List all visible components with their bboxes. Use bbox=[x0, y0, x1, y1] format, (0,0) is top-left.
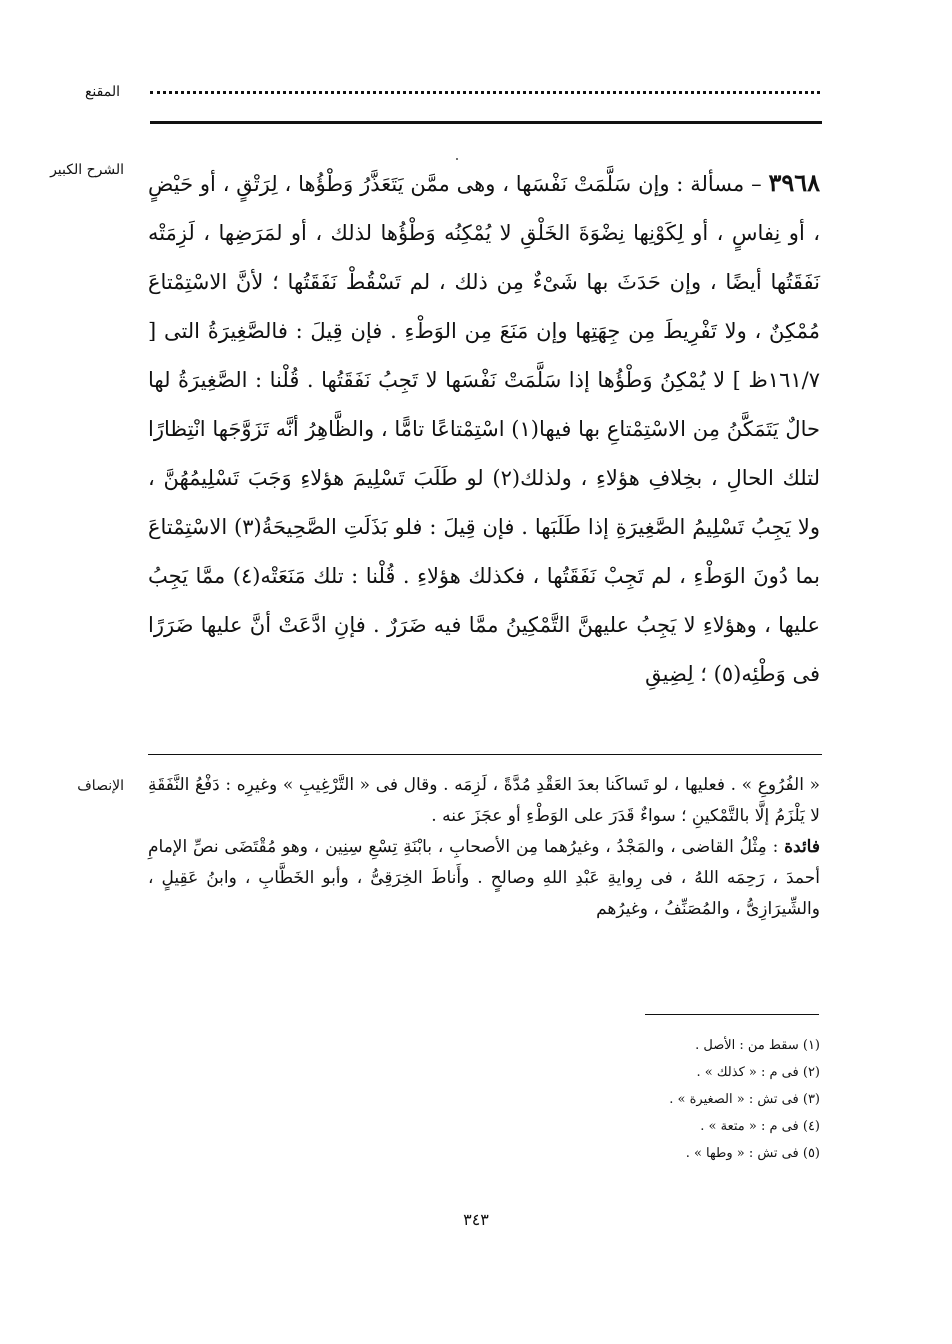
insaf-margin-label: الإنصاف bbox=[77, 778, 124, 794]
footnote-item: (٤) فى م : « متعة » . bbox=[700, 1119, 820, 1134]
footnote-item: (١) سقط من : الأصل . bbox=[695, 1038, 820, 1053]
book-title: المقنع bbox=[84, 84, 120, 100]
footnote-rule bbox=[645, 1014, 819, 1015]
insaf-body bbox=[148, 770, 820, 925]
sharh-text: – مسألة : وإن سَلَّمَتْ نَفْسَها ، وهى ممَّن يَتَعَذَّرُ وَطْؤُها ، لِرَتْقٍ ، أو حَيْضٍ ، أو نِفاسٍ ، أو لِكَوْنِها نِضْوَةَ الخَلْقِ لا يُمْكِنُه وَطْؤُها لذلك ، أو لمَرَضِها ، لَزِمَتْه نَفَقَتُها أيضًا ، وإن حَدَثَ بها شَىْءٌ مِن ذلك ، لم تَسْقُطْ نَفَقَتُها ؛ لأنَّ الاسْتِمْتاعَ مُمْكِنٌ ، ولا تَفْرِيطَ مِن جِهَتِها وإن مَنَعَ مِن الوَطْءِ . فإن قِيلَ : فالصَّغِيرَةُ التى [ ١٦١/٧ظ ] لا يُمْكِنُ وَطْؤُها إذا سَلَّمَتْ نَفْسَها لا تَجِبُ نَفَقَتُها . قُلْنا : الصَّغِيرَةُ لها حالٌ يَتَمَكَّنُ مِن الاسْتِمْتاعِ بها فيها(١) اسْتِمْتاعًا تامًّا ، والظَّاهِرُ أنَّه تَزَوَّجَها انْتِظارًا لتلك الحالِ ، بخِلافِ هؤلاءِ ، ولذلك(٢) لو طَلَبَ تَسْلِيمَ هؤلاءِ وَجَبَ تَسْلِيمُهُنَّ ، ولا يَجِبُ تَسْلِيمُ الصَّغِيرَةِ إذا طَلَبَها . فإن قِيلَ : فلو بَذَلَتِ الصَّحِيحَةُ(٣) الاسْتِمْتاعَ بما دُونَ الوَطْءِ ، لم تَجِبْ نَفَقَتُها ، فكذلك هؤلاءِ . قُلْنا : تلك مَنَعَتْه(٤) ممَّا يَجِبُ عليها ، وهؤلاءِ لا يَجِبُ عليهنَّ التَّمْكِينُ ممَّا فيه ضَرَرٌ . فإنِ ادَّعَتْ أنَّ عليها ضَرَرًا فى وَطْئِه(٥) ؛ لِضِيقِ bbox=[148, 172, 820, 686]
footnotes-list bbox=[560, 1032, 820, 1167]
footnote-item: (٢) فى م : « كذلك » . bbox=[696, 1065, 820, 1080]
issue-number: ٣٩٦٨ bbox=[768, 168, 820, 197]
insaf-paragraph: « الفُرُوعِ » . فعليها ، لو تَساكَنا بعدَ العَقْدِ مُدَّةً ، لَزِمَه . وقال فى « التَّرْغِيبِ » وغيرِه : دَفْعُ النَّفَقَةِ لا يَلْزَمُ إلَّا بالتَّمْكينِ ؛ سواءٌ قَدَرَ على الوَطْءِ أو عجَزَ عنه . bbox=[148, 775, 820, 826]
header-rule bbox=[150, 121, 822, 124]
ink-speck bbox=[456, 158, 458, 160]
sharh-body bbox=[148, 158, 820, 699]
insaf-fayda-paragraph bbox=[148, 832, 820, 925]
footnote-item: (٣) فى تش : « الصغيرة » . bbox=[669, 1092, 820, 1107]
fayda-text: : مِثْلُ القاضى ، والمَجْدُ ، وغيرُهما مِن الأصحابِ ، بابْنَةِ تِسْعِ سِنِين ، وهو مُقْتَضَى نصِّ الإمامِ أحمدَ ، رَحِمَه اللهُ ، فى رِوايةِ عَبْدِ اللهِ وصالحٍ . وأَناطَ الخِرَقِىُّ ، وأبو الخَطَّابِ ، وابنُ عَقِيلٍ ، والشِّيرَازِىُّ ، والمُصَنِّفُ ، وغيرُهم bbox=[148, 837, 820, 919]
sharh-margin-label: الشرح الكبير bbox=[50, 162, 124, 178]
page-number: ٣٤٣ bbox=[463, 1210, 489, 1229]
section-divider bbox=[148, 754, 822, 755]
header-dotted-line bbox=[150, 91, 820, 94]
fayda-lead-word: فائدة bbox=[784, 837, 820, 857]
footnote-item: (٥) فى تش : « وطها » . bbox=[685, 1146, 820, 1161]
